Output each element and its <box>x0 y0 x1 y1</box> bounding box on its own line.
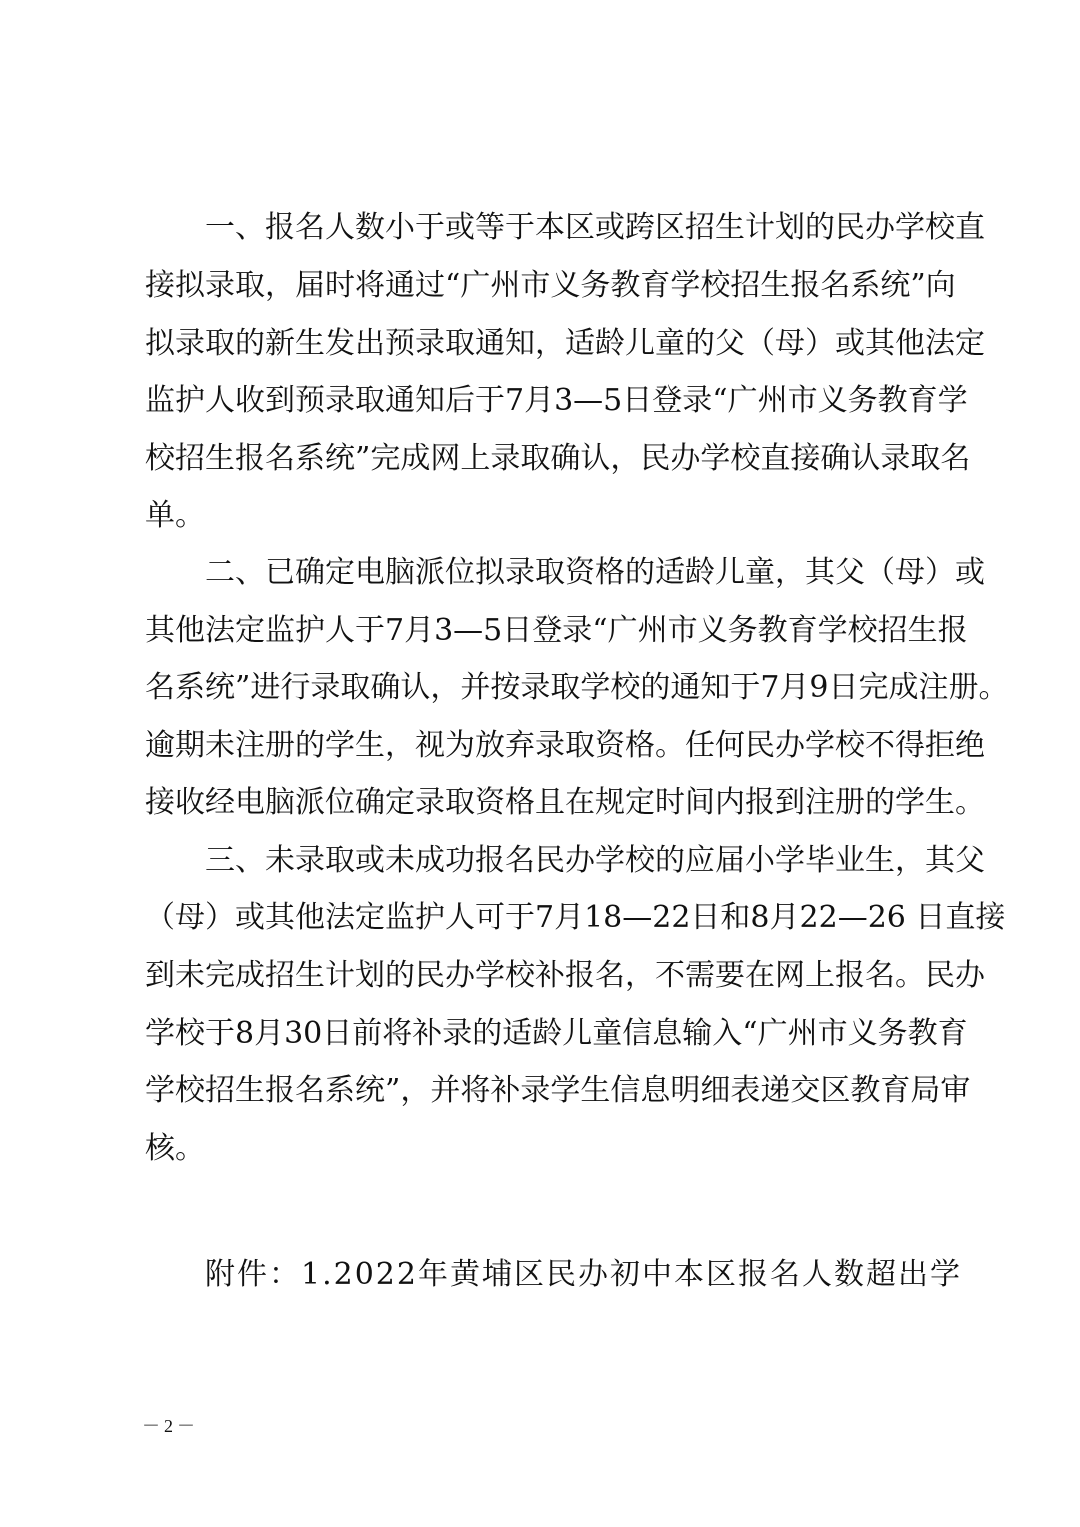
paragraph-3-line-6: 核。 <box>145 1131 205 1166</box>
paragraph-1-line-2: 接拟录取，届时将通过“广州市义务教育学校招生报名系统”向 <box>145 268 956 303</box>
paragraph-1-line-1: 一、报名人数小于或等于本区或跨区招生计划的民办学校直 <box>205 210 985 245</box>
paragraph-3-line-3: 到未完成招生计划的民办学校补报名，不需要在网上报名。民办 <box>145 958 985 993</box>
paragraph-1-line-5: 校招生报名系统”完成网上录取确认，民办学校直接确认录取名 <box>145 441 971 476</box>
paragraph-2-line-2: 其他法定监护人于7月3—5日登录“广州市义务教育学校招生报 <box>145 613 968 648</box>
paragraph-1-line-3: 拟录取的新生发出预录取通知，适龄儿童的父（母）或其他法定 <box>145 326 985 361</box>
page-number: －2－ <box>142 1416 199 1436</box>
attachment-line: 附件：1.2022年黄埔区民办初中本区报名人数超出学 <box>205 1257 962 1292</box>
paragraph-1-line-6: 单。 <box>145 498 205 533</box>
paragraph-2-line-5: 接收经电脑派位确定录取资格且在规定时间内报到注册的学生。 <box>145 785 985 820</box>
paragraph-2-line-3: 名系统”进行录取确认，并按录取学校的通知于7月9日完成注册。 <box>145 670 1009 705</box>
paragraph-3-line-5: 学校招生报名系统”，并将补录学生信息明细表递交区教育局审 <box>145 1073 971 1108</box>
paragraph-3-line-2: （母）或其他法定监护人可于7月18—22日和8月22—26 日直接 <box>145 900 1006 935</box>
paragraph-3-line-4: 学校于8月30日前将补录的适龄儿童信息输入“广州市义务教育 <box>145 1016 968 1051</box>
paragraph-1-line-4: 监护人收到预录取通知后于7月3—5日登录“广州市义务教育学 <box>145 383 968 418</box>
paragraph-2-line-4: 逾期未注册的学生，视为放弃录取资格。任何民办学校不得拒绝 <box>145 728 985 763</box>
paragraph-2-line-1: 二、已确定电脑派位拟录取资格的适龄儿童，其父（母）或 <box>205 555 985 590</box>
paragraph-3-line-1: 三、未录取或未成功报名民办学校的应届小学毕业生，其父 <box>205 843 985 878</box>
